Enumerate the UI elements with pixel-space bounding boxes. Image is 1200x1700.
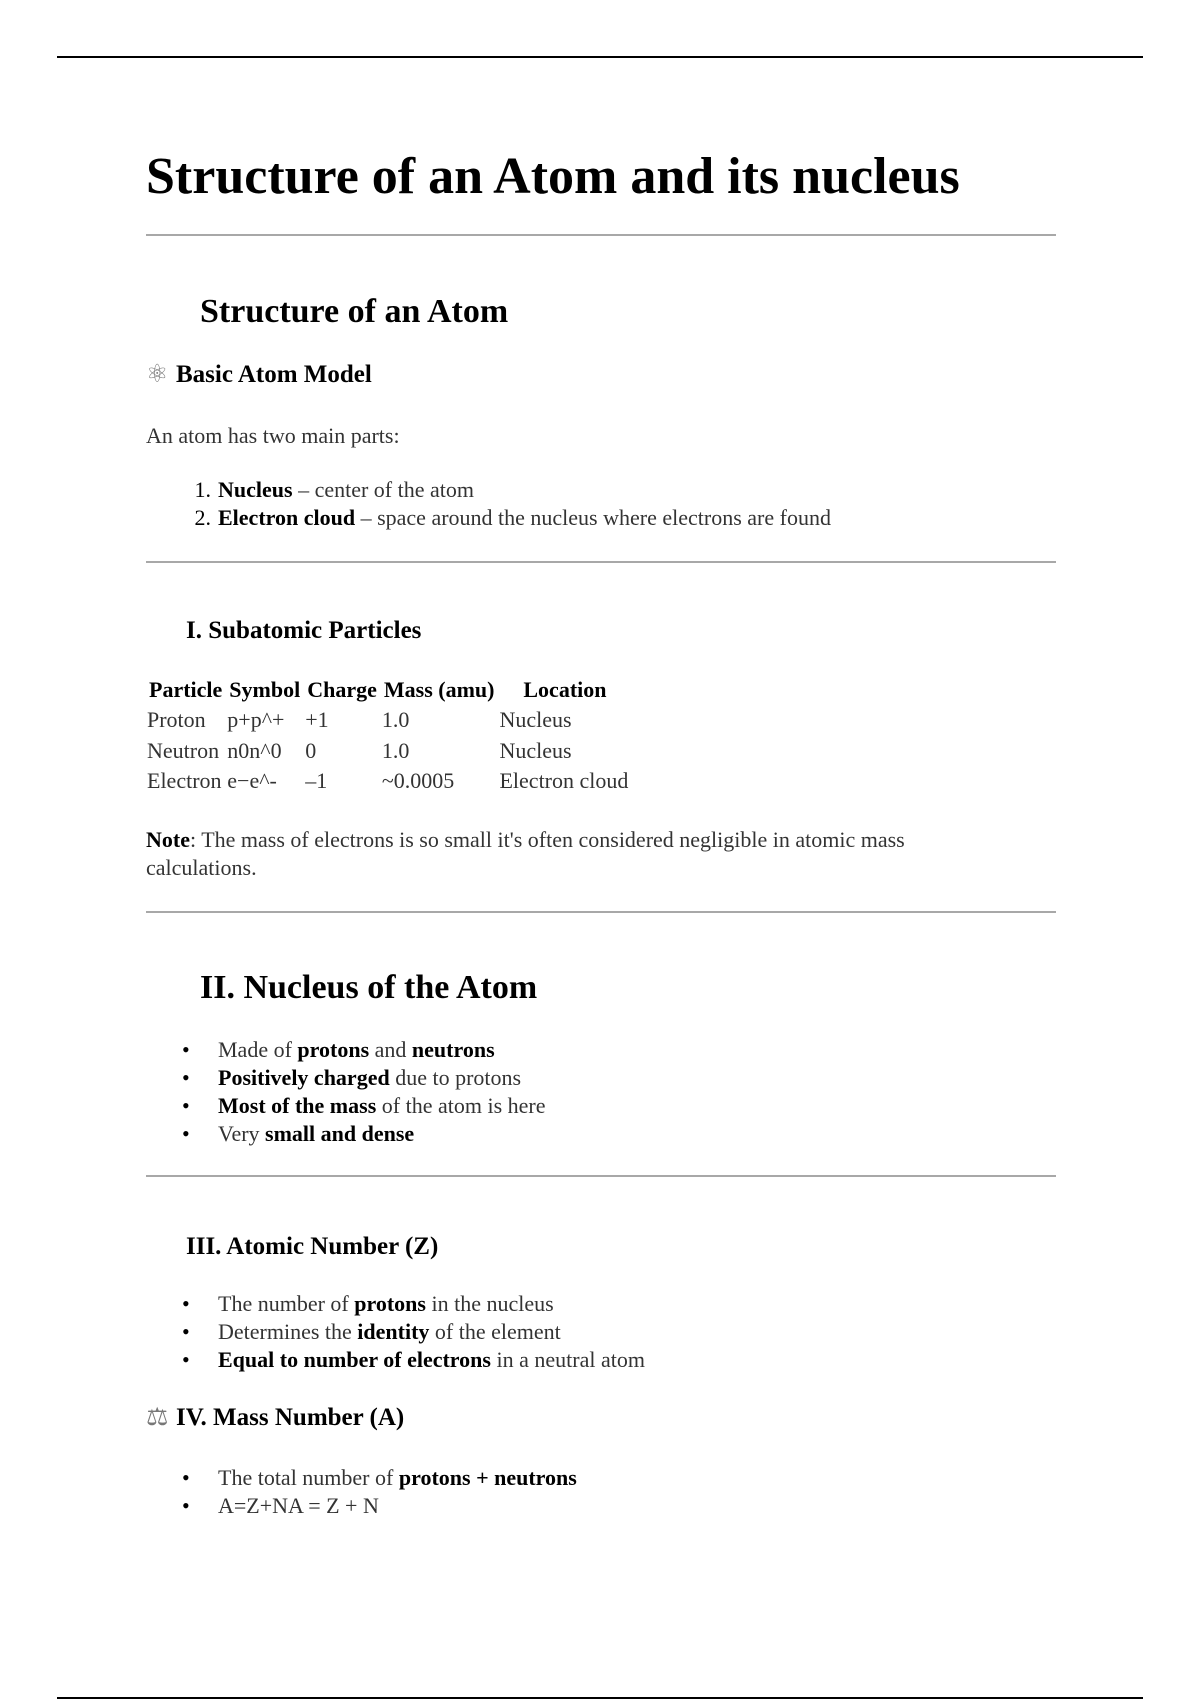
text: in the nucleus [425, 1291, 554, 1316]
table-cell: 0 [305, 737, 317, 763]
bold-text: protons [297, 1037, 370, 1062]
bold-text: Positively charged [218, 1065, 390, 1090]
list-item [182, 1464, 577, 1492]
text: in a neutral atom [490, 1347, 645, 1372]
list-item [182, 1492, 577, 1520]
text: of the element [429, 1319, 561, 1344]
table-cell: 1.0 [381, 737, 410, 763]
text: A=Z+NA = Z + N [218, 1493, 379, 1518]
divider [146, 561, 1056, 563]
note-paragraph [146, 826, 1006, 882]
particles-table [146, 675, 632, 797]
basic-atom-model-label: Basic Atom Model [176, 361, 372, 388]
table-cell: Proton [147, 707, 206, 732]
table-cell: –1 [305, 768, 328, 793]
page-title: Structure of an Atom and its nucleus [146, 148, 960, 205]
atom-icon: ⚛ [146, 361, 169, 388]
table-cell: n0n^0 [227, 737, 282, 763]
table-cell: 1.0 [381, 707, 410, 732]
bullet-icon: • [182, 1037, 190, 1062]
text: The total number of [218, 1465, 399, 1490]
table-cell: Neutron [147, 737, 220, 763]
text: due to protons [389, 1065, 522, 1090]
bullet-icon: • [182, 1319, 190, 1344]
text: Made of [218, 1037, 298, 1062]
table-row [146, 766, 632, 797]
list-item [182, 1318, 645, 1346]
list-desc: – space around the nucleus where electrons are found [355, 505, 831, 530]
table-cell: Electron cloud [499, 768, 629, 793]
balance-scale-icon: ⚖ [146, 1404, 169, 1431]
divider [146, 911, 1056, 913]
atom-parts-list [194, 476, 831, 532]
section-heading-atomic-number: III. Atomic Number (Z) [186, 1233, 439, 1260]
bullet-icon: • [182, 1347, 190, 1372]
table-header-cell: Location [523, 677, 607, 702]
divider [146, 1175, 1056, 1177]
bold-text: Most of the mass [218, 1093, 377, 1118]
bold-text: identity [357, 1319, 430, 1344]
list-term: Nucleus [218, 477, 293, 502]
bold-text: protons + neutrons [398, 1465, 577, 1490]
bold-text: small and dense [265, 1121, 415, 1146]
list-number: 1. [194, 477, 211, 502]
list-item [182, 1346, 645, 1374]
basic-atom-model-heading [146, 360, 372, 390]
section-heading-particles: I. Subatomic Particles [186, 617, 422, 644]
text: Determines the [218, 1319, 358, 1344]
intro-text: An atom has two main parts: [146, 423, 400, 448]
list-item [182, 1064, 546, 1092]
note-label: Note [146, 827, 190, 852]
page-bottom-rule [57, 1697, 1143, 1699]
table-cell: e−e^- [227, 768, 277, 793]
table-cell: p+p^+ [227, 707, 285, 732]
divider [146, 234, 1056, 236]
table-header-cell: Particle [149, 677, 223, 702]
list-desc: – center of the atom [292, 477, 474, 502]
bullet-icon: • [182, 1065, 190, 1090]
table-header-row [146, 675, 632, 705]
list-item [182, 1036, 546, 1064]
table-cell: +1 [305, 707, 329, 732]
atomic-number-list [182, 1290, 645, 1374]
table-header-cell: Symbol [229, 677, 301, 702]
list-item [182, 1290, 645, 1318]
mass-number-heading [146, 1403, 404, 1433]
text: of the atom is here [376, 1093, 546, 1118]
table-header-cell: Mass (amu) [383, 677, 495, 702]
bold-text: Equal to number of electrons [218, 1347, 491, 1372]
bullet-icon: • [182, 1493, 190, 1518]
section-heading-structure: Structure of an Atom [200, 293, 509, 330]
list-item [182, 1092, 546, 1120]
page-top-rule [57, 56, 1143, 58]
list-term: Electron cloud [218, 505, 356, 530]
table-header-cell: Charge [307, 677, 377, 702]
mass-number-list [182, 1464, 577, 1520]
table-cell: ~0.0005 [381, 768, 455, 793]
text: Very [218, 1121, 266, 1146]
bold-text: neutrons [411, 1037, 495, 1062]
bullet-icon: • [182, 1093, 190, 1118]
bullet-icon: • [182, 1465, 190, 1490]
bullet-icon: • [182, 1291, 190, 1316]
nucleus-facts-list [182, 1036, 546, 1148]
section-heading-nucleus: II. Nucleus of the Atom [200, 969, 538, 1006]
bold-text: protons [354, 1291, 426, 1316]
table-cell: Electron [147, 768, 222, 793]
table-row [146, 736, 632, 767]
list-item [194, 504, 831, 532]
list-number: 2. [194, 505, 211, 530]
note-text: : The mass of electrons is so small it's often considered negligible in atomic mass calculations. [146, 827, 905, 880]
text: The number of [218, 1291, 355, 1316]
text: and [369, 1037, 412, 1062]
list-item [194, 476, 831, 504]
mass-number-label: IV. Mass Number (A) [176, 1404, 405, 1431]
table-cell: Nucleus [499, 707, 572, 732]
list-item [182, 1120, 546, 1148]
table-cell: Nucleus [499, 737, 572, 763]
table-row [146, 705, 632, 736]
bullet-icon: • [182, 1121, 190, 1146]
